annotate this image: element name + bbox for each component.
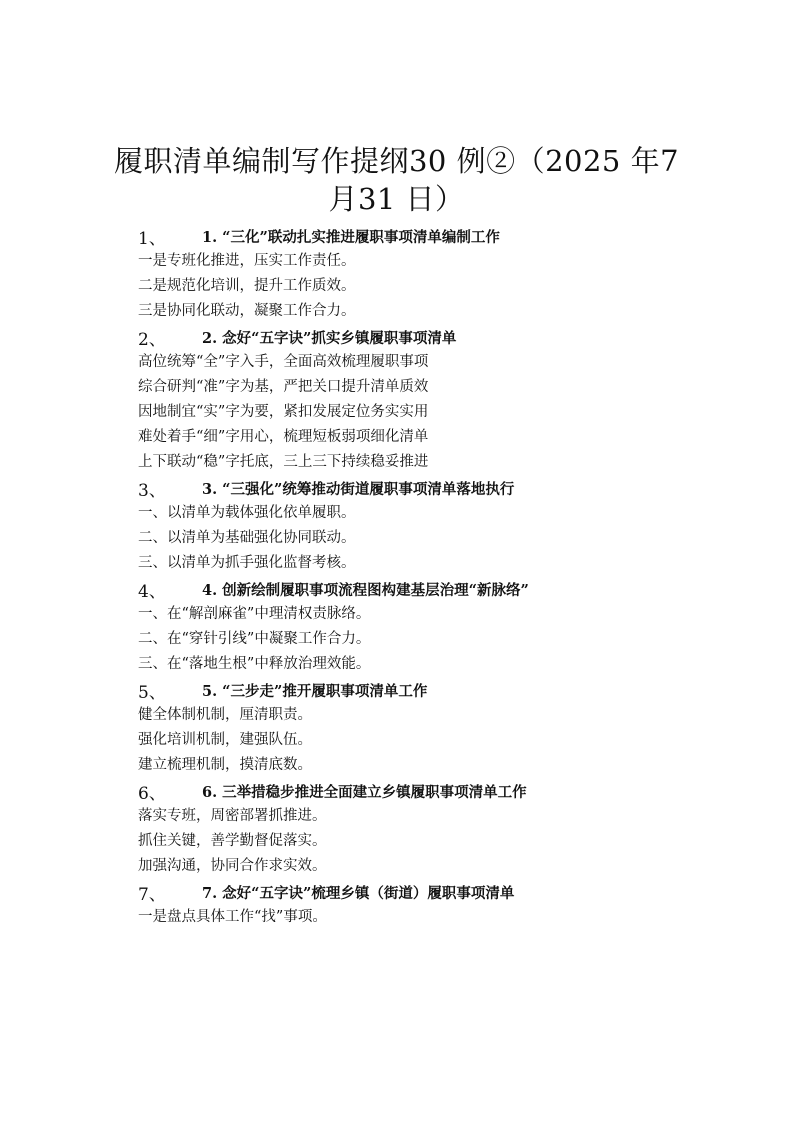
outline-line: 三、以清单为抓手强化监督考核。: [138, 555, 356, 571]
title-line-2: 月31 日）: [328, 182, 465, 216]
section-number: 1、: [138, 228, 166, 249]
section-number: 4、: [138, 581, 166, 602]
outline-section-7: [138, 879, 698, 930]
outline-section-2: [138, 324, 698, 475]
outline-line: 强化培训机制，建强队伍。: [138, 732, 312, 748]
outline-line: 三、在“落地生根”中释放治理效能。: [138, 656, 371, 672]
section-number: 7、: [138, 884, 166, 905]
outline-line: 一、以清单为载体强化依单履职。: [138, 505, 356, 521]
section-title: 6. 三举措稳步推进全面建立乡镇履职事项清单工作: [202, 783, 527, 801]
outline-line: 二是规范化培训，提升工作质效。: [138, 278, 356, 294]
section-heading: [138, 778, 698, 804]
section-title: 7. 念好“五字诀”梳理乡镇（街道）履职事项清单: [202, 884, 515, 902]
outline-line: 因地制宜“实”字为要，紧扣发展定位务实实用: [138, 404, 429, 420]
outline-section-6: [138, 778, 698, 879]
outline-line: 抓住关键，善学勤督促落实。: [138, 833, 327, 849]
section-heading: [138, 576, 698, 602]
outline-line: 健全体制机制，厘清职责。: [138, 707, 312, 723]
section-heading: [138, 324, 698, 350]
section-title: 5. “三步走”推开履职事项清单工作: [202, 682, 428, 700]
section-heading: [138, 223, 698, 249]
outline-section-3: [138, 475, 698, 576]
section-title: 2. 念好“五字诀”抓实乡镇履职事项清单: [202, 329, 457, 347]
document-title: [97, 142, 697, 218]
outline-line: 二、以清单为基础强化协同联动。: [138, 530, 356, 546]
title-line-1: 履职清单编制写作提纲30 例②（2025 年7: [113, 144, 680, 178]
outline-line: 综合研判“准”字为基，严把关口提升清单质效: [138, 379, 429, 395]
section-title: 3. “三强化”统筹推动街道履职事项清单落地执行: [202, 480, 515, 498]
outline-line: 建立梳理机制，摸清底数。: [138, 757, 312, 773]
outline-section-1: [138, 223, 698, 324]
section-heading: [138, 475, 698, 501]
outline-line: 一、在“解剖麻雀”中理清权责脉络。: [138, 606, 371, 622]
section-number: 3、: [138, 480, 166, 501]
outline-section-5: [138, 677, 698, 778]
section-heading: [138, 677, 698, 703]
outline-line: 上下联动“稳”字托底，三上三下持续稳妥推进: [138, 454, 429, 470]
section-number: 5、: [138, 682, 166, 703]
outline-line: 加强沟通，协同合作求实效。: [138, 858, 327, 874]
outline-line: 落实专班，周密部署抓推进。: [138, 808, 327, 824]
section-title: 1. “三化”联动扎实推进履职事项清单编制工作: [202, 228, 500, 246]
outline-section-4: [138, 576, 698, 677]
section-number: 6、: [138, 783, 166, 804]
outline-line: 高位统筹“全”字入手，全面高效梳理履职事项: [138, 354, 429, 370]
section-number: 2、: [138, 329, 166, 350]
outline-list: [138, 223, 698, 930]
outline-line: 二、在“穿针引线”中凝聚工作合力。: [138, 631, 371, 647]
outline-line: 一是盘点具体工作“找”事项。: [138, 909, 327, 925]
section-heading: [138, 879, 698, 905]
section-title: 4. 创新绘制履职事项流程图构建基层治理“新脉络”: [202, 581, 529, 599]
outline-line: 一是专班化推进，压实工作责任。: [138, 253, 356, 269]
outline-line: 三是协同化联动，凝聚工作合力。: [138, 303, 356, 319]
outline-line: 难处着手“细”字用心，梳理短板弱项细化清单: [138, 429, 429, 445]
